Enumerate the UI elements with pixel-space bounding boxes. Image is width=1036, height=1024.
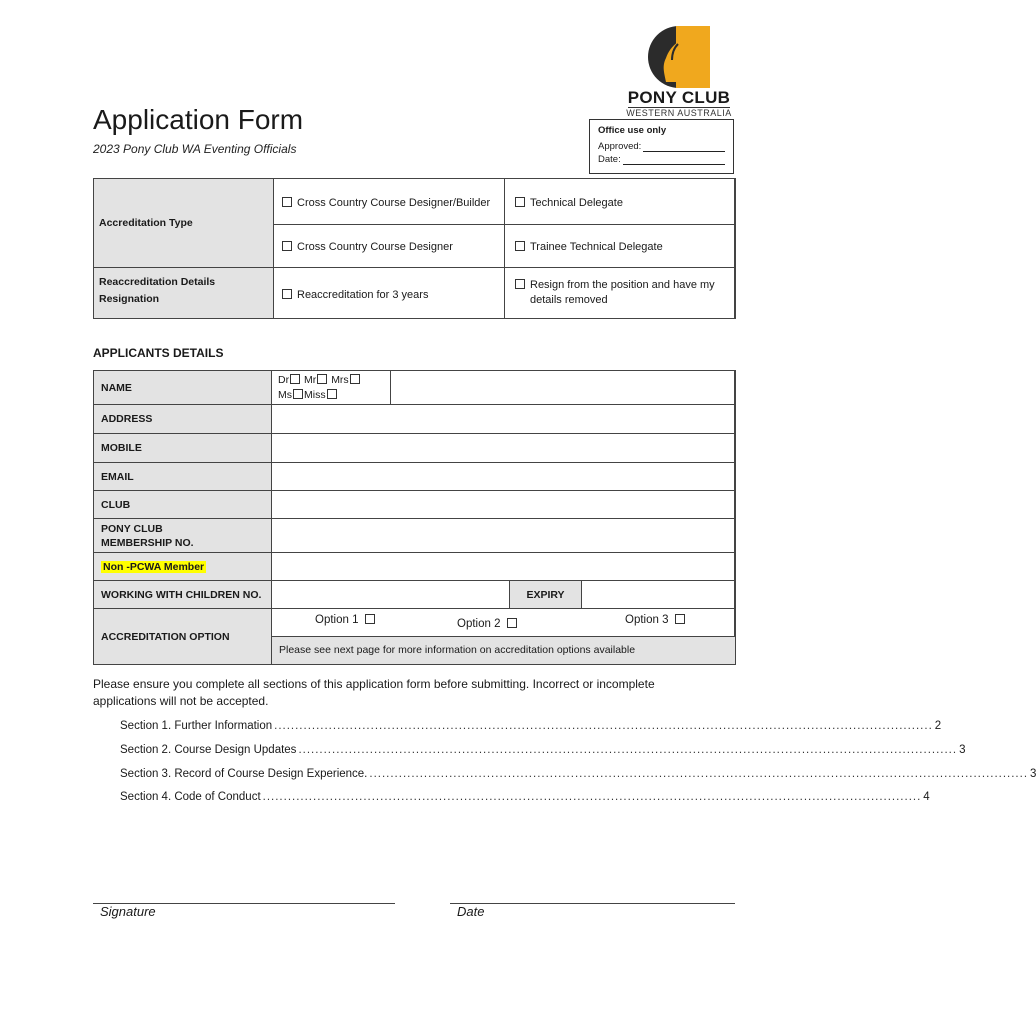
- option-1[interactable]: Option 1: [315, 614, 380, 626]
- title-options: [271, 370, 391, 405]
- checkbox-icon[interactable]: [317, 374, 327, 384]
- section-link-2[interactable]: Section 2. Course Design Updates ............................................................................................................................................................. 3: [120, 744, 966, 756]
- option-trainee-delegate[interactable]: Trainee Technical Delegate: [515, 241, 663, 253]
- accreditation-option-label: ACCREDITATION OPTION: [101, 630, 230, 643]
- checkbox-icon[interactable]: [282, 289, 292, 299]
- address-label: ADDRESS: [101, 413, 153, 425]
- instructions-text: Please ensure you complete all sections of this application form before submitting. Incorrect or incomplete applications will not be accepted.: [93, 677, 655, 708]
- expiry-field[interactable]: [581, 580, 736, 609]
- club-field[interactable]: [271, 490, 736, 519]
- date-label: Date: [457, 904, 485, 919]
- applicants-heading: APPLICANTS DETAILS: [93, 346, 224, 360]
- approved-label: Approved:: [598, 141, 642, 152]
- office-date-label: Date:: [598, 154, 621, 165]
- checkbox-icon[interactable]: [282, 197, 292, 207]
- applicants-table: [93, 370, 735, 665]
- page-title: Application Form: [93, 104, 304, 135]
- date-line[interactable]: [450, 903, 735, 904]
- wwc-field[interactable]: [271, 580, 510, 609]
- title-mr-label: Mr: [304, 374, 317, 386]
- reaccreditation-cell: [93, 267, 274, 319]
- wwc-label: WORKING WITH CHILDREN NO.: [101, 588, 262, 601]
- checkbox-icon[interactable]: [350, 374, 360, 384]
- signature-label: Signature: [100, 904, 156, 919]
- option-resign[interactable]: Resign from the position and have my details removed: [515, 278, 715, 308]
- option-2[interactable]: Option 2: [457, 618, 522, 630]
- section-link-1[interactable]: Section 1. Further Information ............................................................................................................................................................. 2: [120, 720, 942, 732]
- reaccreditation-label: Reaccreditation Details: [99, 276, 216, 288]
- option-cc-builder[interactable]: Cross Country Course Designer/Builder: [282, 197, 490, 209]
- accreditation-options-note: Please see next page for more information on accreditation options available: [279, 644, 636, 656]
- checkbox-icon[interactable]: [515, 197, 525, 207]
- non-pcwa-field[interactable]: [271, 552, 736, 581]
- logo-subtitle: WESTERN AUSTRALIA: [626, 108, 732, 118]
- office-use-heading: Office use only: [598, 125, 667, 136]
- option-3[interactable]: Option 3: [625, 614, 690, 626]
- accreditation-table: [93, 178, 735, 319]
- option-reaccreditation[interactable]: Reaccreditation for 3 years: [282, 289, 428, 301]
- non-pcwa-label: Non -PCWA Member: [103, 560, 205, 573]
- membership-label-line1: PONY CLUB: [101, 522, 163, 535]
- title-dr-label: Dr: [278, 374, 290, 386]
- mobile-field[interactable]: [271, 433, 736, 463]
- checkbox-icon[interactable]: [675, 614, 685, 624]
- email-label: EMAIL: [101, 470, 134, 483]
- checkbox-icon[interactable]: [327, 389, 337, 399]
- title-miss-label: Miss: [304, 389, 326, 401]
- name-field[interactable]: [390, 370, 736, 405]
- office-date-field: [623, 155, 725, 165]
- page-subtitle: 2023 Pony Club WA Eventing Officials: [93, 142, 297, 156]
- pony-club-logo: [620, 22, 738, 118]
- checkbox-icon[interactable]: [515, 279, 525, 289]
- mobile-label: MOBILE: [101, 442, 142, 454]
- approved-field: [643, 142, 725, 152]
- name-label: NAME: [101, 381, 132, 394]
- logo-title: PONY CLUB: [627, 88, 731, 107]
- membership-field[interactable]: [271, 518, 736, 553]
- email-field[interactable]: [271, 462, 736, 491]
- checkbox-icon[interactable]: [365, 614, 375, 624]
- checkbox-icon[interactable]: [290, 374, 300, 384]
- club-label: CLUB: [101, 498, 131, 511]
- checkbox-icon[interactable]: [293, 389, 303, 399]
- title-mrs-label: Mrs: [331, 374, 349, 386]
- resignation-label: Resignation: [99, 293, 160, 305]
- horse-head-icon: [648, 26, 710, 88]
- address-field[interactable]: [271, 404, 736, 434]
- section-link-3[interactable]: Section 3. Record of Course Design Experience. ............................................................................................................................................................. 3: [120, 768, 1036, 780]
- accreditation-type-cell: [93, 178, 274, 268]
- checkbox-icon[interactable]: [515, 241, 525, 251]
- section-link-4[interactable]: Section 4. Code of Conduct ............................................................................................................................................................. 4: [120, 791, 930, 803]
- office-use-box: [589, 119, 734, 174]
- accreditation-type-label: Accreditation Type: [99, 217, 193, 229]
- checkbox-icon[interactable]: [507, 618, 517, 628]
- checkbox-icon[interactable]: [282, 241, 292, 251]
- expiry-label: EXPIRY: [526, 588, 565, 601]
- option-cc-designer[interactable]: Cross Country Course Designer: [282, 241, 453, 253]
- accreditation-option-choices: [271, 608, 736, 637]
- option-technical-delegate[interactable]: Technical Delegate: [515, 197, 623, 209]
- title-ms-label: Ms: [278, 389, 292, 401]
- membership-label-line2: MEMBERSHIP NO.: [101, 536, 194, 549]
